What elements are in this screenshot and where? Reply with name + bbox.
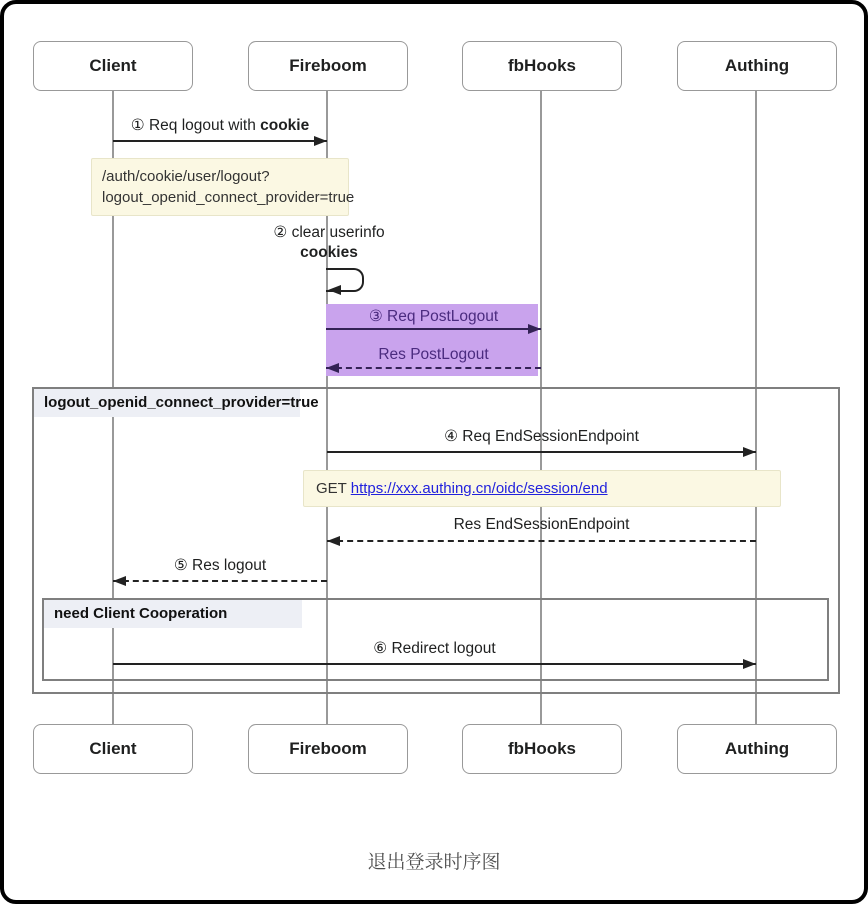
arrow-head-right-icon (314, 136, 327, 146)
arrow-head-right-icon (743, 447, 756, 457)
alt-frame-label: logout_openid_connect_provider=true (34, 389, 300, 417)
participant-fbhooks-bottom: fbHooks (462, 724, 622, 774)
message-3-response-label: Res PostLogout (378, 346, 489, 363)
message-3-line (326, 328, 541, 330)
endsession-url-link[interactable]: https://xxx.authing.cn/oidc/session/end (350, 480, 608, 497)
participant-fireboom-top: Fireboom (248, 41, 408, 91)
message-2-line1: ② clear userinfo (273, 224, 385, 241)
diagram-title: 退出登录时序图 (367, 852, 501, 873)
message-1-bold-text: cookie (260, 117, 310, 134)
arrow-head-right-icon (528, 324, 541, 334)
arrow-head-left-icon (326, 363, 339, 373)
message-4-response-label: Res EndSessionEndpoint (453, 516, 630, 533)
note-logout-url (91, 158, 355, 216)
arrow-head-left-icon (327, 536, 340, 546)
message-6-line (113, 663, 756, 665)
note-logout-url-line2: logout_openid_connect_provider=true (102, 189, 355, 206)
participant-authing-bottom: Authing (677, 724, 837, 774)
message-4-label: ④ Req EndSessionEndpoint (444, 428, 639, 445)
message-1-line (113, 140, 327, 142)
message-1-label (113, 116, 327, 135)
message-4-response-line (327, 540, 756, 542)
arrow-head-left-icon (328, 285, 341, 295)
note-endsession-url (303, 470, 781, 507)
arrow-head-left-icon (113, 576, 126, 586)
participant-fireboom-bottom: Fireboom (248, 724, 408, 774)
inner-frame-label: need Client Cooperation (44, 600, 302, 628)
participant-client-top: Client (33, 41, 193, 91)
message-3-label: ③ Req PostLogout (368, 308, 499, 325)
message-4-line (327, 451, 756, 453)
message-2-line2: cookies (300, 244, 358, 261)
arrow-head-right-icon (743, 659, 756, 669)
message-6-label: ⑥ Redirect logout (373, 640, 496, 657)
participant-authing-top: Authing (677, 41, 837, 91)
note-endsession-prefix: GET (316, 480, 351, 497)
participant-fbhooks-top: fbHooks (462, 41, 622, 91)
note-logout-url-line1: /auth/cookie/user/logout? (102, 168, 270, 185)
message-5-label: ⑤ Res logout (173, 557, 267, 574)
message-5-line (113, 580, 327, 582)
message-1-text: ① Req logout with (130, 117, 261, 134)
message-2-label (229, 223, 429, 263)
participant-client-bottom: Client (33, 724, 193, 774)
message-3-response-line (326, 367, 541, 369)
